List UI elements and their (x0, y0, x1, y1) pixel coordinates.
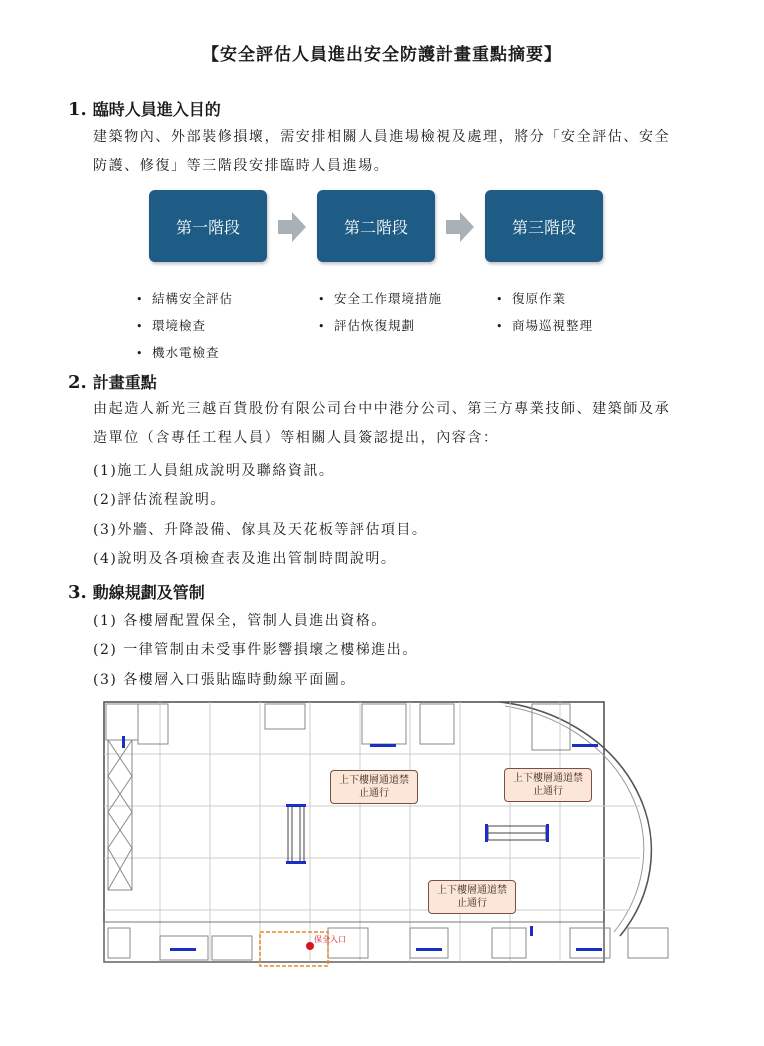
section-2-item-1: (1)施工人員組成說明及聯絡資訊。 (93, 463, 335, 479)
stage-2-list (318, 290, 442, 344)
page-title: 【安全評估人員進出安全防護計畫重點摘要】 (202, 45, 562, 65)
section-2-number: 2. (68, 372, 87, 393)
list-item: • 評估恢復規劃 (318, 317, 442, 344)
list-item: • 安全工作環境措施 (318, 290, 442, 317)
section-2-item-3: (3)外牆、升降設備、傢具及天花板等評估項目。 (93, 522, 428, 538)
section-2-text: 由起造人新光三越百貨股份有限公司台中中港分公司、第三方專業技師、建築師及承造單位（含專任工程人員）等相關人員簽認提出，內容含： (93, 401, 671, 446)
section-1-number: 1. (68, 99, 87, 120)
list-item: • 環境檢查 (136, 317, 233, 344)
stage-arrow-2 (446, 212, 474, 242)
section-3-item-1: (1) 各樓層配置保全，管制人員進出資格。 (93, 613, 387, 629)
section-2-item-4: (4)說明及各項檢查表及進出管制時間說明。 (93, 551, 397, 567)
floor-plan (100, 696, 692, 974)
entrance-label: 保全入口 (314, 935, 346, 944)
list-item: • 商場巡視整理 (496, 317, 593, 344)
section-1-heading (68, 97, 221, 120)
stage-3-box: 第三階段 (485, 190, 603, 262)
stage-3-list (496, 290, 593, 344)
section-3-item-3: (3) 各樓層入口張貼臨時動線平面圖。 (93, 672, 356, 688)
stage-1-box: 第一階段 (149, 190, 267, 262)
section-3-number: 3. (68, 582, 87, 603)
stage-arrow-1 (278, 212, 306, 242)
section-1-title: 臨時人員進入目的 (92, 100, 221, 119)
section-3-title: 動線規劃及管制 (92, 583, 205, 602)
callout-1: 上下樓層通道禁止通行 (330, 770, 418, 804)
section-1-text: 建築物內、外部裝修損壞，需安排相關人員進場檢視及處理，將分「安全評估、安全防護、修復」等三階段安排臨時人員進場。 (93, 129, 671, 174)
list-item: • 復原作業 (496, 290, 593, 317)
callout-3: 上下樓層通道禁止通行 (428, 880, 516, 914)
section-2-item-2: (2)評估流程說明。 (93, 492, 226, 508)
list-item: • 機水電檢查 (136, 344, 233, 371)
guard-entrance (260, 932, 346, 966)
stage-2-box: 第二階段 (317, 190, 435, 262)
section-2-heading (68, 370, 157, 393)
stage-1-list (136, 290, 233, 371)
section-2-title: 計畫重點 (92, 373, 157, 392)
list-item: • 結構安全評估 (136, 290, 233, 317)
section-3-heading (68, 580, 205, 603)
callout-2: 上下樓層通道禁止通行 (504, 768, 592, 802)
section-3-item-2: (2) 一律管制由未受事件影響損壞之樓梯進出。 (93, 642, 418, 658)
